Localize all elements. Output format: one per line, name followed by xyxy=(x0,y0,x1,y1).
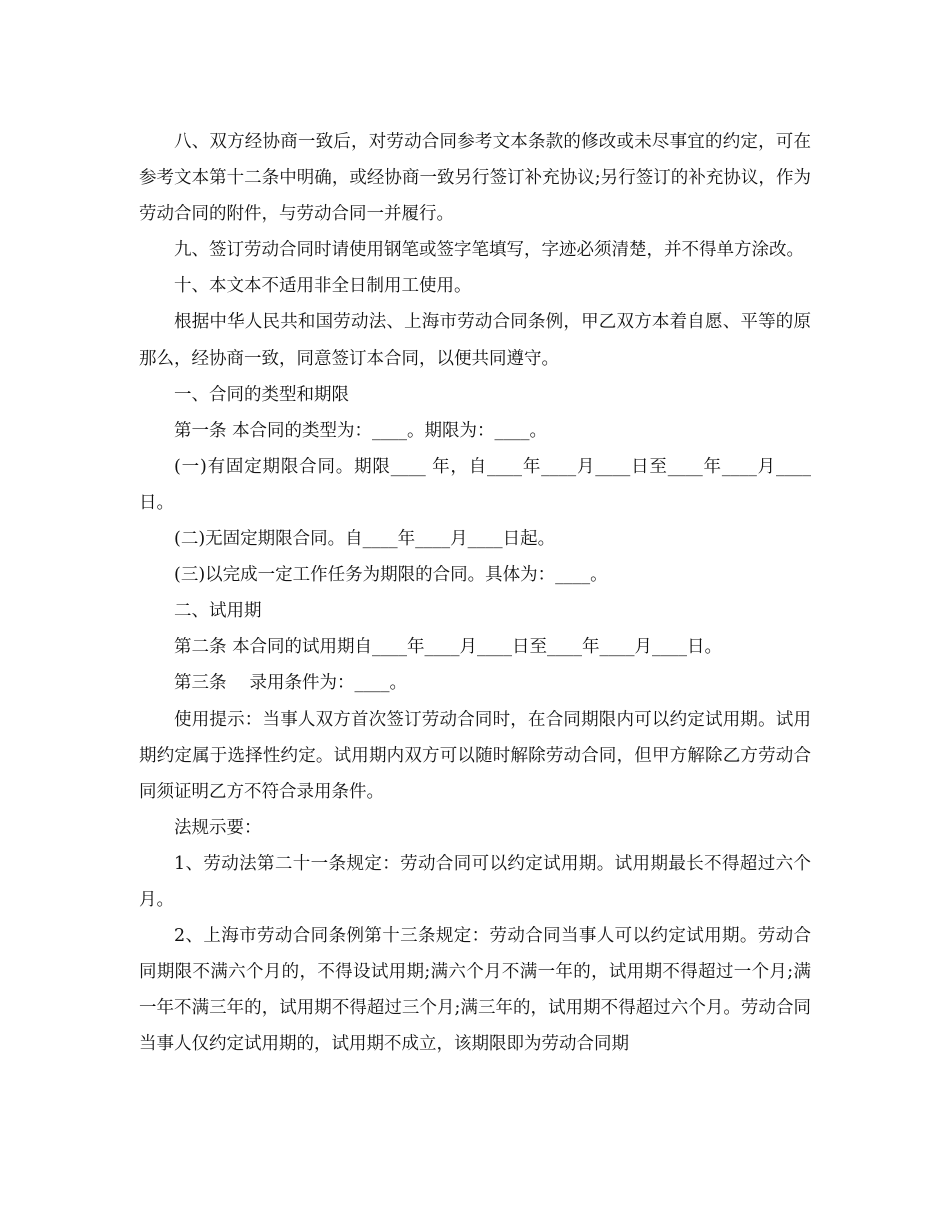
paragraph-regulation-heading: 法规示要： xyxy=(174,817,262,838)
paragraph-fixed-term: (一)有固定期限合同。期限____ 年，自____年____月____日至____年____月____日。 xyxy=(139,456,811,513)
document-body xyxy=(139,124,811,1062)
paragraph-article-10: 十、本文本不适用非全日制用工使用。 xyxy=(174,276,472,297)
paragraph-regulation-2: 2、上海市劳动合同条例第十三条规定：劳动合同当事人可以约定试用期。劳动合同期限不满六个月的，不得设试用期;满六个月不满一年的，试用期不得超过一个月;满一年不满三年的，试用期不得超过三个月;满三年的，试用期不得超过六个月。劳动合同当事人仅约定试用期的，试用期不成立，该期限即为劳动合同期 xyxy=(139,926,811,1055)
paragraph-clause-3: 第三条 录用条件为：____。 xyxy=(174,673,408,694)
paragraph-preamble: 根据中华人民共和国劳动法、上海市劳动合同条例，甲乙双方本着自愿、平等的原那么，经协商一致，同意签订本合同，以便共同遵守。 xyxy=(139,312,811,369)
paragraph-clause-2: 第二条 本合同的试用期自____年____月____日至____年____月____日。 xyxy=(174,637,723,658)
paragraph-regulation-1: 1、劳动法第二十一条规定：劳动合同可以约定试用期。试用期最长不得超过六个月。 xyxy=(139,853,811,910)
paragraph-article-8: 八、双方经协商一致后，对劳动合同参考文本条款的修改或未尽事宜的约定，可在参考文本第十二条中明确，或经协商一致另行签订补充协议;另行签订的补充协议，作为劳动合同的附件，与劳动合同一并履行。 xyxy=(139,132,811,225)
section-heading-probation: 二、试用期 xyxy=(174,601,262,622)
paragraph-clause-1: 第一条 本合同的类型为：____。期限为：____。 xyxy=(174,420,548,441)
paragraph-article-9: 九、签订劳动合同时请使用钢笔或签字笔填写，字迹必须清楚，并不得单方涂改。 xyxy=(174,240,804,261)
paragraph-open-term: (二)无固定期限合同。自____年____月____日起。 xyxy=(174,529,556,550)
paragraph-task-term: (三)以完成一定工作任务为期限的合同。具体为：____。 xyxy=(174,565,608,586)
paragraph-usage-tip: 使用提示：当事人双方首次签订劳动合同时，在合同期限内可以约定试用期。试用期约定属于选择性约定。试用期内双方可以随时解除劳动合同，但甲方解除乙方劳动合同须证明乙方不符合录用条件。 xyxy=(139,709,811,802)
section-heading-contract-type: 一、合同的类型和期限 xyxy=(174,384,349,405)
